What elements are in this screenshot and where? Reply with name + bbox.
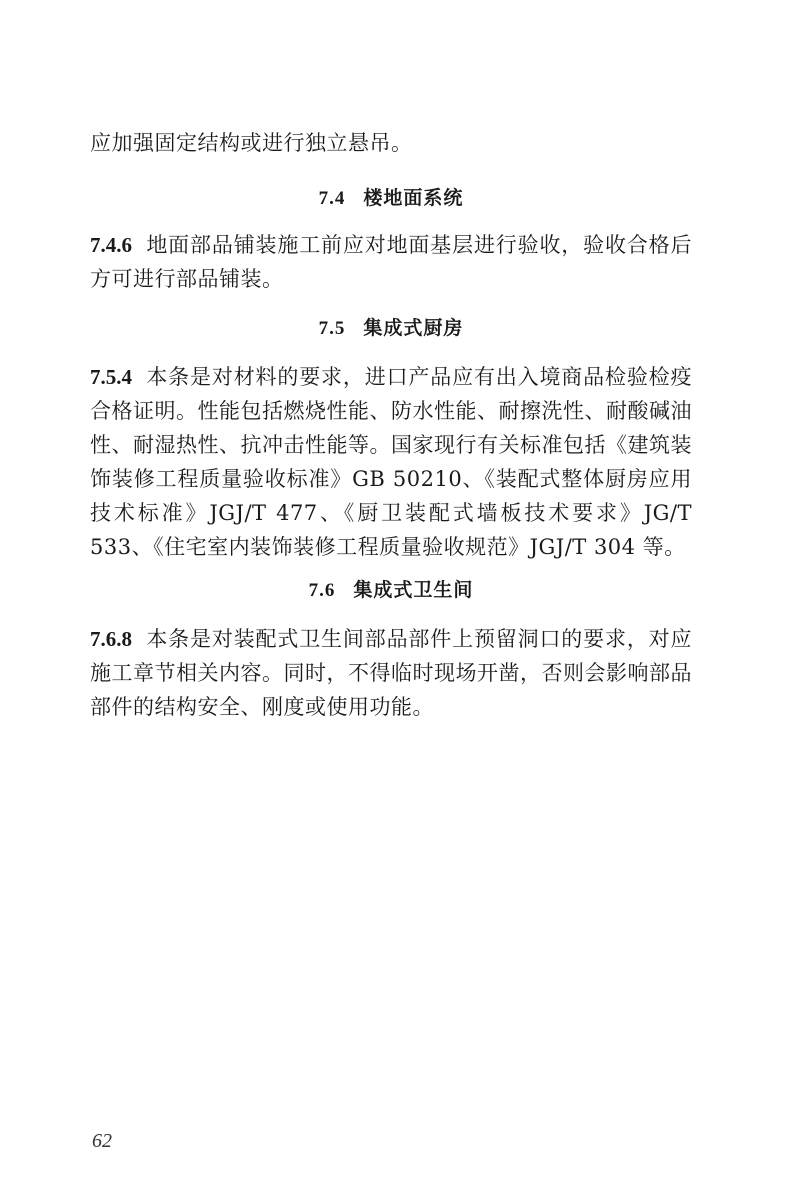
section-heading-7-5	[90, 314, 692, 343]
section-number: 7.4	[318, 188, 346, 209]
page-number: 62	[92, 1130, 112, 1152]
clause-7-6-8	[90, 622, 692, 724]
section-number: 7.6	[308, 580, 336, 601]
section-heading-7-6	[90, 576, 692, 605]
section-heading-7-4	[90, 184, 692, 213]
clause-number: 7.5.4	[90, 365, 132, 389]
clause-number: 7.4.6	[90, 233, 132, 257]
clause-text: 本条是对材料的要求，进口产品应有出入境商品检验检疫合格证明。性能包括燃烧性能、防水性能、耐擦洗性、耐酸碱油性、耐湿热性、抗冲击性能等。国家现行有关标准包括《建筑装饰装修工程质量验收标准》GB 50210、《装配式整体厨房应用技术标准》JGJ/T 477、《厨卫装配式墙板技术要求》JG/T 533、《住宅室内装饰装修工程质量验收规范》JGJ/T 304 等。	[90, 365, 692, 559]
continuation-paragraph: 应加强固定结构或进行独立悬吊。	[90, 131, 413, 155]
clause-text: 地面部品铺装施工前应对地面基层进行验收，验收合格后方可进行部品铺装。	[90, 233, 692, 291]
section-title: 集成式厨房	[363, 317, 464, 339]
section-title: 集成式卫生间	[353, 579, 474, 601]
clause-7-5-4	[90, 360, 692, 564]
clause-number: 7.6.8	[90, 627, 132, 651]
clause-7-4-6	[90, 228, 692, 296]
section-number: 7.5	[318, 318, 346, 339]
section-title: 楼地面系统	[363, 187, 464, 209]
clause-text: 本条是对装配式卫生间部品部件上预留洞口的要求，对应施工章节相关内容。同时，不得临时现场开凿，否则会影响部品部件的结构安全、刚度或使用功能。	[90, 627, 692, 719]
